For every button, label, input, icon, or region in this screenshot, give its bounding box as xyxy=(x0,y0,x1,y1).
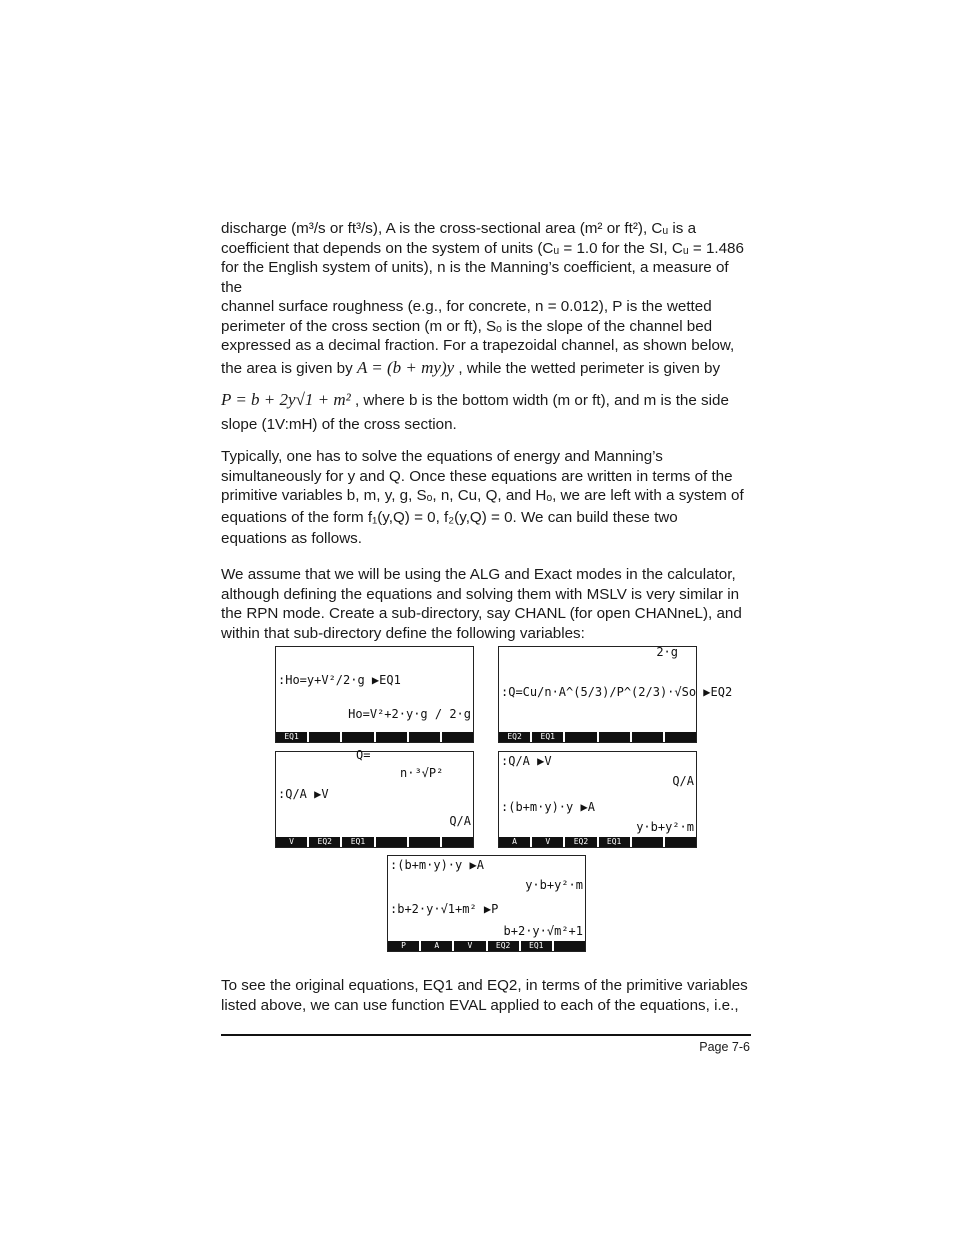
softkey[interactable] xyxy=(442,837,473,847)
line: for the English system of units), n is the Manning’s coefficient, a measure of the xyxy=(221,259,729,296)
paragraph-simultaneous xyxy=(221,447,751,549)
softkey-menu xyxy=(499,837,696,847)
screen-line: :Q/A ▶V xyxy=(278,787,329,801)
softkey-menu xyxy=(276,837,473,847)
line: Typically, one has to solve the equations of energy and Manning’s xyxy=(221,448,663,465)
calculator-screen-3 xyxy=(275,748,474,848)
screen-line: Q= xyxy=(356,748,371,762)
softkey[interactable]: V xyxy=(532,837,565,847)
line: although defining the equations and solving them with MSLV is very similar in xyxy=(221,585,740,603)
softkey[interactable]: V xyxy=(276,837,309,847)
line xyxy=(221,390,751,411)
text: the area is given by xyxy=(221,359,357,377)
line: within that sub-directory define the following variables: xyxy=(221,624,585,642)
screen-result: b+2·y·√m²+1 xyxy=(503,924,583,938)
line: channel surface roughness (e.g., for concrete, n = 0.012), P is the wetted xyxy=(221,298,712,315)
screen-result: Ho=V²+2·y·g / 2·g xyxy=(348,707,471,721)
paragraph-subdirectory xyxy=(221,565,751,643)
calculator-screen-1 xyxy=(275,646,474,743)
page-number: Page 7-6 xyxy=(699,1040,750,1054)
line: expressed as a decimal fraction. For a trapezoidal channel, as shown below, xyxy=(221,337,735,354)
softkey[interactable]: EQ2 xyxy=(499,732,532,742)
calculator-screen-4 xyxy=(498,751,697,848)
softkey[interactable]: V xyxy=(454,941,487,951)
screen-result: Q/A xyxy=(449,814,471,828)
area-formula: A = (b + my)y xyxy=(356,357,455,377)
footer-rule xyxy=(221,1034,751,1036)
softkey[interactable] xyxy=(632,732,665,742)
line: listed above, we can use function EVAL applied to each of the equations, i.e., xyxy=(221,996,739,1014)
softkey[interactable]: EQ1 xyxy=(276,732,309,742)
softkey[interactable] xyxy=(309,732,342,742)
screen-line: :(b+m·y)·y ▶A xyxy=(390,858,484,872)
paragraph-variables xyxy=(221,219,751,434)
screen-line: :Q=Cu/n·A^(5/3)/P^(2/3)·√So ▶EQ2 xyxy=(501,685,733,699)
softkey[interactable] xyxy=(599,732,632,742)
line: coefficient that depends on the system of units (Cᵤ = 1.0 for the SI, Cᵤ = 1.486 xyxy=(221,239,744,257)
screen-line: :Ho=y+V²/2·g ▶EQ1 xyxy=(278,673,401,687)
line: We assume that we will be using the ALG and Exact modes in the calculator, xyxy=(221,566,736,583)
line: equations of the form f₁(y,Q) = 0, f₂(y,Q) = 0. We can build these two xyxy=(221,508,678,526)
screen-line: :b+2·y·√1+m² ▶P xyxy=(390,902,499,916)
softkey[interactable] xyxy=(342,732,375,742)
softkey[interactable] xyxy=(554,941,585,951)
softkey[interactable] xyxy=(442,732,473,742)
softkey-menu xyxy=(388,941,585,951)
screen-result: y·b+y²·m xyxy=(525,878,583,892)
line: slope (1V:mH) of the cross section. xyxy=(221,415,457,433)
softkey[interactable]: EQ2 xyxy=(488,941,521,951)
calculator-screen-2 xyxy=(498,645,733,743)
line xyxy=(221,358,751,379)
screen-line: n·³√P² xyxy=(400,766,444,780)
softkey[interactable]: A xyxy=(499,837,532,847)
calculator-screen-5 xyxy=(387,855,586,952)
line: primitive variables b, m, y, g, Sₒ, n, Cu, Q, and Hₒ, we are left with a system of xyxy=(221,487,744,504)
line: simultaneously for y and Q. Once these equations are written in terms of the xyxy=(221,467,733,485)
softkey-menu xyxy=(499,732,696,742)
text: , where b is the bottom width (m or ft), and m is the side xyxy=(350,392,729,409)
screen-line: 2·g xyxy=(656,645,678,659)
screen-line: :Q/A ▶V xyxy=(501,754,552,768)
softkey[interactable] xyxy=(376,732,409,742)
softkey[interactable]: A xyxy=(421,941,454,951)
line: perimeter of the cross section (m or ft), Sₒ is the slope of the channel bed xyxy=(221,317,713,335)
softkey[interactable]: EQ2 xyxy=(565,837,598,847)
softkey[interactable]: EQ1 xyxy=(521,941,554,951)
line: To see the original equations, EQ1 and EQ2, in terms of the primitive variables xyxy=(221,977,748,994)
paragraph-eval xyxy=(221,976,751,1015)
softkey-menu xyxy=(276,732,473,742)
softkey[interactable] xyxy=(409,837,442,847)
line: discharge (m³/s or ft³/s), A is the cross-sectional area (m² or ft²), Cᵤ is a xyxy=(221,220,697,237)
softkey[interactable] xyxy=(632,837,665,847)
softkey[interactable]: EQ1 xyxy=(342,837,375,847)
softkey[interactable] xyxy=(665,837,696,847)
softkey[interactable] xyxy=(409,732,442,742)
softkey[interactable]: EQ2 xyxy=(309,837,342,847)
softkey[interactable]: EQ1 xyxy=(532,732,565,742)
text: , while the wetted perimeter is given by xyxy=(454,359,721,377)
softkey[interactable] xyxy=(665,732,696,742)
screen-result: y·b+y²·m xyxy=(636,820,694,834)
softkey[interactable] xyxy=(376,837,409,847)
perimeter-formula: P = b + 2y√1 + m² xyxy=(221,390,351,409)
softkey[interactable]: EQ1 xyxy=(599,837,632,847)
softkey[interactable] xyxy=(565,732,598,742)
screen-result: Q/A xyxy=(672,774,694,788)
line: the RPN mode. Create a sub-directory, say CHANL (for open CHANneL), and xyxy=(221,605,742,622)
softkey[interactable]: P xyxy=(388,941,421,951)
screen-line: :(b+m·y)·y ▶A xyxy=(501,800,595,814)
line: equations as follows. xyxy=(221,530,362,547)
